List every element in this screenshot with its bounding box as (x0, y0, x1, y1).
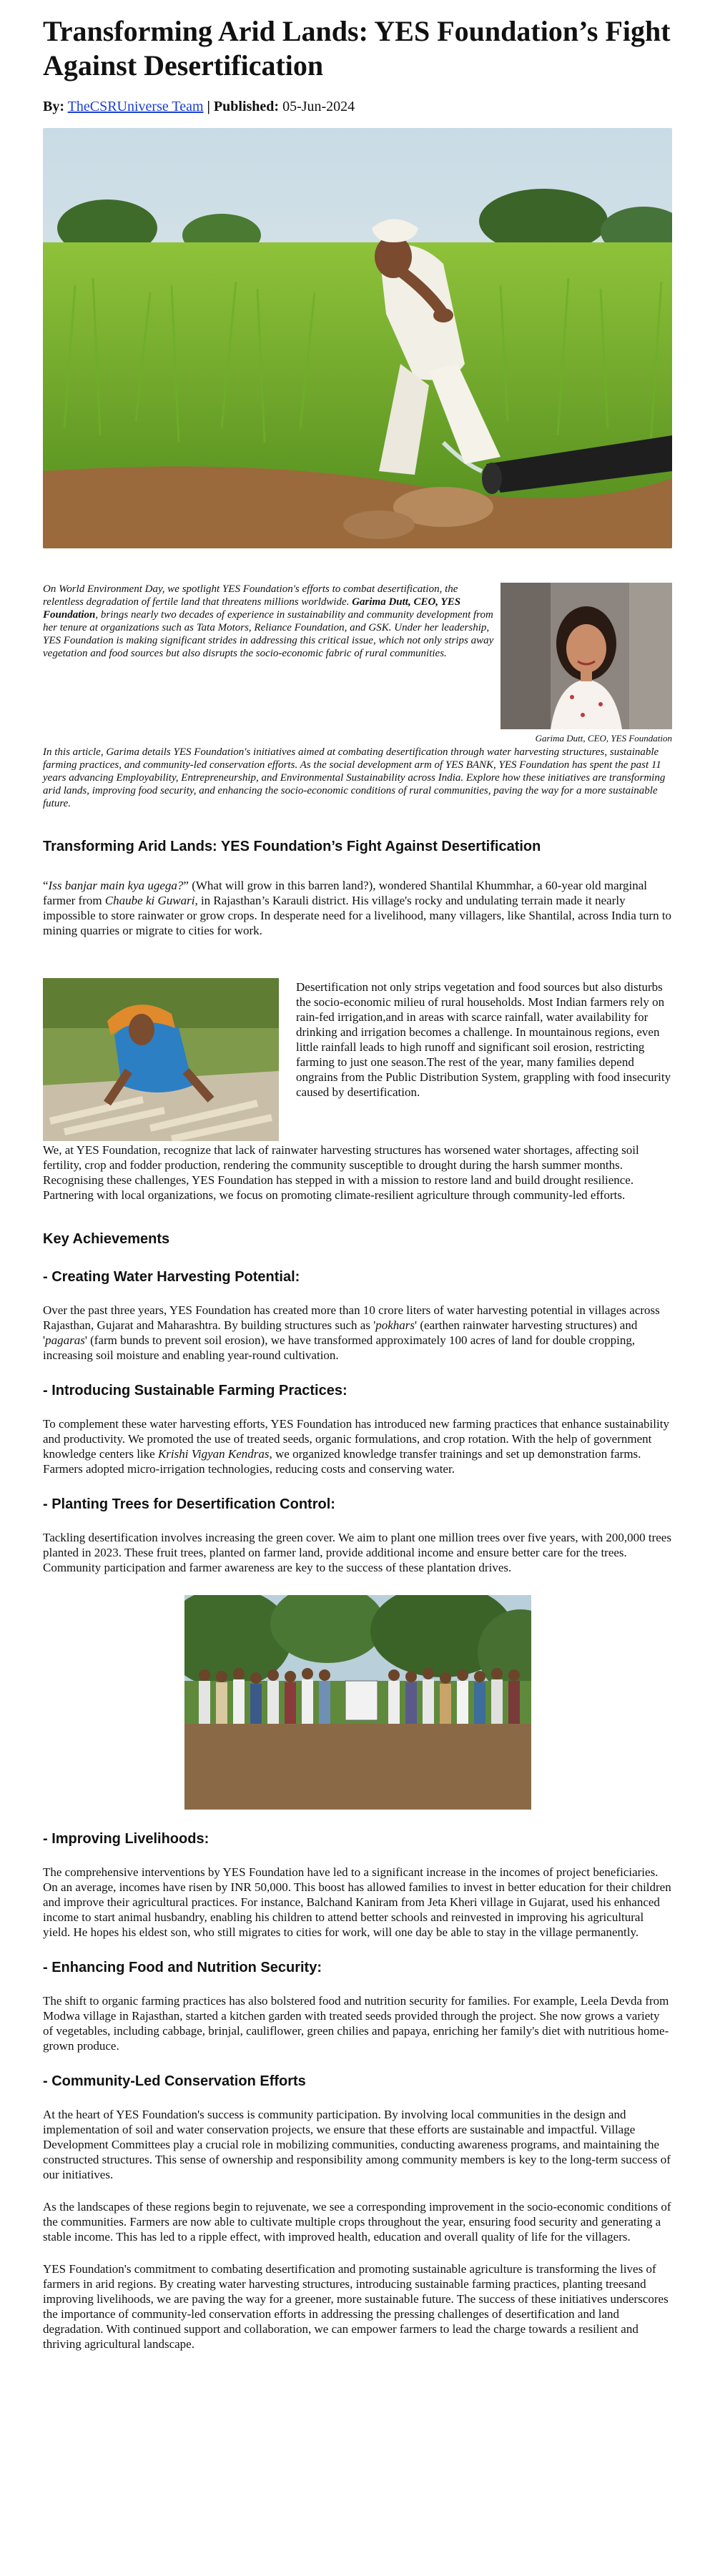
intro-text-b: , brings nearly two decades of experience in sustainability and community development from her tenure at organizations such as Tata Motors, Reliance Foundation, and GSK. Under her leadership, YES Foundation is making significant strides in addressing this critical issue, which not only strips away vegetation and food sources but also disrupts the socio-economic fabric of rural communities. (43, 609, 494, 659)
paragraph-desertification: Desertification not only strips vegetation and food sources but also disturbs the socio-economic milieu of rural households. Most Indian farmers rely on rain-fed irrigation,and in areas with scarce rainfall, water availability for drinking and irrigation becomes a challenge. In mountainous regions, even little rainfall leads to high runoff and significant soil erosion, restricting farming to just one season.The rest of the year, many families depend ongrains from the Public Distribution System, grappling with food insecurity caused by desertification. (296, 980, 671, 1099)
community-conservation-heading: - Community-Led Conservation Efforts (43, 2073, 306, 2089)
planting-trees-heading: - Planting Trees for Desertification Control: (43, 1496, 335, 1512)
sustainable-farming-heading: - Introducing Sustainable Farming Practices: (43, 1383, 347, 1398)
paragraph-yes-foundation-mission: We, at YES Foundation, recognize that lack of rainwater harvesting structures has worsened water shortages, affecting soil fertility, crop and fodder production, rendering the community susceptible to drought during the harsh summer months. Recognising these challenges, YES Foundation has stepped in with a mission to restore land and build drought resilience. Partnering with local organizations, we focus on promoting climate-resilient agriculture through community-led efforts. (43, 1143, 639, 1202)
quote-open: “ (43, 879, 49, 892)
published-date: 05-Jun-2024 (282, 99, 355, 114)
author-link[interactable]: TheCSRUniverse Team (67, 99, 204, 114)
ceo-caption: Garima Dutt, CEO, YES Foundation (535, 733, 672, 744)
para1-rest: , in Rajasthan’s Karauli district. His village's rocky and undulating terrain made it nearly impossible to store rainwater or grow crops. In desperate need for a livelihood, many villagers, like Shantilal, across India turn to mining quarries or migrate to cities for work. (43, 894, 672, 937)
paragraph-planting-trees: Tackling desertification involves increasing the green cover. We aim to plant one million trees over five years, with 200,000 trees planted in 2023. These fruit trees, planted on farmer land, provide additional income and ensure better care for the trees. Community participation and farmer awareness are key to the success of these plantation drives. (43, 1531, 671, 1574)
paragraph-water-harvesting (43, 1303, 672, 1363)
key-achievements-heading: Key Achievements (43, 1231, 170, 1247)
term-pokhars: pokhars (375, 1318, 415, 1332)
paragraph-livelihoods: The comprehensive interventions by YES Foundation have led to a significant increase in the incomes of project beneficiaries. On an average, incomes have risen by INR 50,000. This boost has allowed families to invest in better education for their children and improve their agricultural practices. For instance, Balchand Kaniram from Jeta Kheri village in Gujarat, used his enhanced income to start animal husbandry, enabling his children to attend better schools and reinvested in improving his agricultural yield. He hopes his eldest son, who still migrates to cities for work, will one day be able to stay in the village permanently. (43, 1865, 671, 1939)
farming-text-b: , we organized knowledge transfer trainings and set up demonstration farms. Farmers adopted micro-irrigation technologies, reducing costs and conserving water. (43, 1447, 641, 1476)
paragraph-food-nutrition: The shift to organic farming practices has also bolstered food and nutrition security for families. For example, Leela Devda from Modwa village in Rajasthan, started a kitchen garden with treated seeds provided through the project. She now grows a variety of vegetables, including cabbage, brinjal, cauliflower, green chilies and papaya, enriching her family's diet with nutritious home-grown produce. (43, 1994, 669, 2053)
intro-paragraph-2: In this article, Garima details YES Foundation's initiatives aimed at combating desertification through water harvesting structures, sustainable farming practices, and community-led conservation efforts. As the social development arm of YES BANK, YES Foundation has spent the past 11 years advancing Employability, Entrepreneurship, and Environmental Sustainability across India. Explore how these initiatives are transforming arid lands, improving food security, and enhancing the socio-economic conditions of rural communities, paving the way for a more sustainable future. (43, 746, 666, 809)
hindi-quote: Iss banjar main kya ugega? (48, 879, 184, 892)
article-title: Transforming Arid Lands: YES Foundation’s Fight Against Desertification (43, 15, 671, 82)
desertification-row (43, 978, 672, 1143)
farming-text-a: To complement these water harvesting efforts, YES Foundation has introduced new farming practices that enhance sustainability and productivity. We promoted the use of treated seeds, organic formulations, and crop rotation. With the help of government knowledge centers like (43, 1417, 669, 1461)
paragraph-community-3: YES Foundation's commitment to combating desertification and promoting sustainable agriculture is transforming the lives of farmers in arid regions. By creating water harvesting structures, introducing sustainable farming practices, planting treesand improving livelihoods, we are paving the way for a greener, more sustainable future. The success of these initiatives underscores the importance of community-led conservation efforts in addressing the pressing challenges of desertification and land degradation. With continued support and collaboration, we can empower farmers to lead the charge towards a resilient and thriving agricultural landscape. (43, 2262, 669, 2351)
water-text-a: Over the past three years, YES Foundation has created more than 10 crore liters of water harvesting potential in villages across Rajasthan, Gujarat and Maharashtra. By building structures such as ' (43, 1303, 660, 1332)
improving-livelihoods-heading: - Improving Livelihoods: (43, 1831, 209, 1847)
paragraph-sustainable-farming (43, 1416, 672, 1476)
paragraph-community-2: As the landscapes of these regions begin to rejuvenate, we see a corresponding improvement in the socio-economic conditions of the communities. Farmers are now able to cultivate multiple crops throughout the year, ensuring food security and generating a stable income. This has led to a ripple effect, with improved health, education and overall quality of life for the villagers. (43, 2200, 671, 2244)
water-text-c: ' (farm bunds to prevent soil erosion), we have transformed approximately 100 acres of land for double cropping, increasing soil moisture and enabling year-round cultivation. (43, 1333, 636, 1362)
food-nutrition-heading: - Enhancing Food and Nutrition Security: (43, 1960, 322, 1975)
group-photo-plantation-drive (184, 1595, 531, 1810)
water-text-b: ' (earthen rainwater harvesting structures) and ' (43, 1318, 638, 1347)
byline-published-label: | Published: (207, 99, 280, 114)
paragraph-community-1: At the heart of YES Foundation's success is community participation. By involving local communities in the design and implementation of soil and water conservation projects, we ensure that these efforts are sustainable and impactful. Village Development Committees play a crucial role in mobilizing communities, conducting awareness programs, and maintaining the constructed structures. This sense of ownership and responsibility among community members is key to the long-term success of our initiatives. (43, 2108, 671, 2181)
paragraph-shantilal (43, 878, 672, 938)
para1-mid: ” (What will grow in this barren land?), wondered Shantilal Khummhar, a 60-year old marginal farmer from (43, 879, 648, 907)
byline (43, 99, 672, 115)
water-harvesting-heading: - Creating Water Harvesting Potential: (43, 1269, 300, 1285)
term-pagaras: pagaras (45, 1333, 85, 1347)
ceo-portrait-photo (500, 583, 672, 729)
ceo-name: Garima Dutt, CEO, YES Foundation (43, 596, 461, 621)
hero-image-farmer-drinking-water (43, 128, 672, 548)
intro-paragraph (43, 583, 500, 660)
village-name: Chaube ki Guwari (104, 894, 195, 907)
term-krishi-vigyan-kendras: Krishi Vigyan Kendras (157, 1447, 270, 1461)
intro-section (43, 583, 672, 746)
byline-by-label: By: (43, 99, 64, 114)
article-content (43, 14, 672, 2369)
intro-text-a: On World Environment Day, we spotlight YES Foundation's efforts to combat desertification, the relentless degradation of fertile land that threatens millions worldwide. (43, 583, 458, 608)
section-title: Transforming Arid Lands: YES Foundation’s Fight Against Desertification (43, 839, 541, 854)
woman-farmer-photo (43, 978, 279, 1141)
